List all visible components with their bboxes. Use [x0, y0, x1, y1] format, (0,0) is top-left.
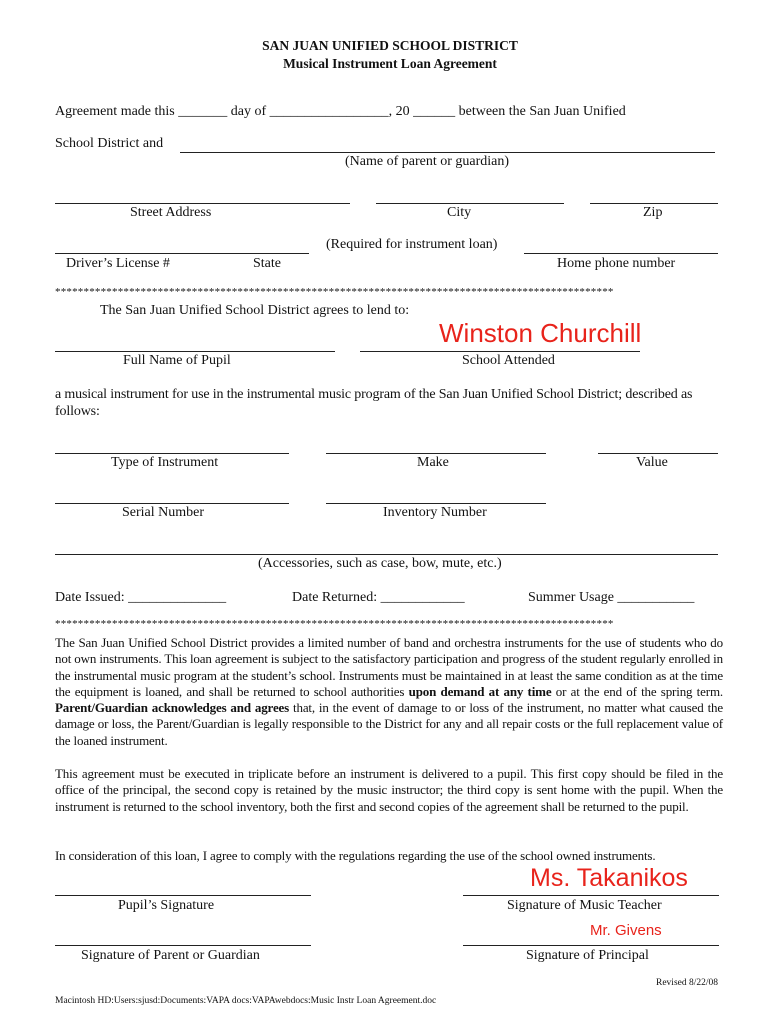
- accessories-field[interactable]: [55, 554, 718, 555]
- parent-name-field[interactable]: [180, 152, 715, 153]
- city-label: City: [447, 205, 472, 220]
- serial-number-field[interactable]: [55, 503, 289, 504]
- principal-signature-field[interactable]: [463, 945, 719, 946]
- pupil-name-field[interactable]: [55, 351, 335, 352]
- terms-paragraph-1: The San Juan Unified School District provides a limited number of band and orchestra instruments for the use of students who do not own instruments. This loan agreement is subject to the satisfactory participation and progress of the student regularly enrolled in the instrumental music program at the student’s school. Instruments must be maintained in at least the same condition as at the time the equipment is loaned, and shall be returned to school authorities upon demand at any time or at the end of the spring term. Parent/Guardian acknowledges and agrees that, in the event of damage to or loss of the instrument, no matter what caused the damage or loss, the Parent/Guardian is legally responsible to the District for any and all repair costs or the full replacement value of the loaned instrument.: [55, 635, 724, 748]
- teacher-signature-field[interactable]: [463, 895, 719, 896]
- summer-usage[interactable]: Summer Usage ___________: [528, 590, 695, 605]
- instrument-type-field[interactable]: [55, 453, 289, 454]
- state-label: State: [253, 256, 281, 271]
- principal-signature-label: Signature of Principal: [526, 948, 649, 963]
- file-path: Macintosh HD:Users:sjusd:Documents:VAPA docs:VAPAwebdocs:Music Instr Loan Agreement.doc: [55, 996, 437, 1006]
- pupil-name-label: Full Name of Pupil: [123, 353, 231, 368]
- lend-intro: The San Juan Unified School District agrees to lend to:: [100, 303, 410, 318]
- star-divider-2: **************************************************************************************************: [55, 618, 614, 630]
- revised-date: Revised 8/22/08: [656, 978, 719, 988]
- agreement-line-1: Agreement made this _______ day of _________________, 20 ______ between the San Juan Unified: [55, 104, 626, 119]
- street-address-field[interactable]: [55, 203, 350, 204]
- principal-signature-value[interactable]: Mr. Givens: [590, 922, 662, 939]
- teacher-signature-label: Signature of Music Teacher: [507, 898, 662, 913]
- date-returned[interactable]: Date Returned: ____________: [292, 590, 465, 605]
- school-attended-value[interactable]: Winston Churchill: [439, 318, 642, 348]
- pupil-signature-label: Pupil’s Signature: [118, 898, 215, 913]
- terms-paragraph-2: This agreement must be executed in triplicate before an instrument is delivered to a pupil. This first copy should be filed in the office of the principal, the second copy is retained by the music instructor; the third copy is sent home with the pupil. When the instrument is returned to the school inventory, both the first and second copies of the agreement shall be returned to the pupil.: [55, 766, 723, 814]
- make-field[interactable]: [326, 453, 546, 454]
- school-attended-field[interactable]: [360, 351, 640, 352]
- terms-paragraph-3: In consideration of this loan, I agree to comply with the regulations regarding the use of the school owned instruments.: [55, 848, 656, 863]
- zip-label: Zip: [643, 205, 663, 220]
- star-divider-1: **************************************************************************************************: [55, 286, 614, 298]
- teacher-signature-value[interactable]: Ms. Takanikos: [530, 864, 688, 892]
- inventory-number-field[interactable]: [326, 503, 546, 504]
- agreement-line-2-label: School District and: [55, 136, 164, 151]
- instrument-type-label: Type of Instrument: [111, 455, 219, 470]
- pupil-signature-field[interactable]: [55, 895, 311, 896]
- accessories-label: (Accessories, such as case, bow, mute, etc.): [258, 556, 502, 571]
- required-note: (Required for instrument loan): [326, 237, 498, 252]
- date-issued[interactable]: Date Issued: ______________: [55, 590, 227, 605]
- inventory-number-label: Inventory Number: [383, 505, 487, 520]
- parent-signature-field[interactable]: [55, 945, 311, 946]
- zip-field[interactable]: [590, 203, 718, 204]
- street-address-label: Street Address: [130, 205, 212, 220]
- value-field[interactable]: [598, 453, 718, 454]
- drivers-license-label: Driver’s License #: [66, 256, 170, 271]
- parent-name-caption: (Name of parent or guardian): [345, 154, 510, 169]
- home-phone-field[interactable]: [524, 253, 718, 254]
- parent-signature-label: Signature of Parent or Guardian: [81, 948, 260, 963]
- make-label: Make: [417, 455, 449, 470]
- value-label: Value: [636, 455, 668, 470]
- home-phone-label: Home phone number: [557, 256, 676, 271]
- district-title: SAN JUAN UNIFIED SCHOOL DISTRICT: [262, 38, 518, 53]
- serial-number-label: Serial Number: [122, 505, 205, 520]
- city-field[interactable]: [376, 203, 564, 204]
- school-attended-label: School Attended: [462, 353, 555, 368]
- drivers-license-field[interactable]: [55, 253, 309, 254]
- form-title: Musical Instrument Loan Agreement: [283, 56, 497, 71]
- instrument-description: a musical instrument for use in the instrumental music program of the San Juan Unified School District; described as follows:: [55, 387, 693, 419]
